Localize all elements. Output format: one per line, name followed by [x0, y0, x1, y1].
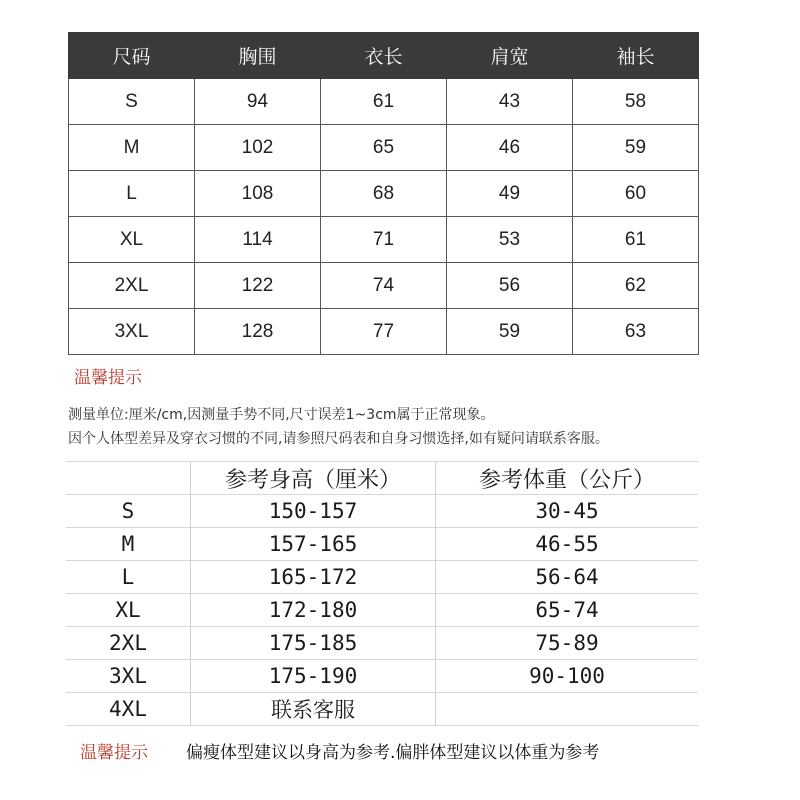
table-row [69, 217, 699, 263]
cell-chest: 108 [195, 171, 321, 217]
table-row [66, 528, 698, 561]
cell-height: 172-180 [191, 594, 436, 627]
table-row [66, 561, 698, 594]
cell-size: L [69, 171, 195, 217]
table-row [69, 125, 699, 171]
bottom-tip-text: 偏瘦体型建议以身高为参考.偏胖体型建议以体重为参考 [186, 743, 600, 763]
cell-size: L [66, 561, 191, 594]
cell-height: 150-157 [191, 495, 436, 528]
cell-chest: 128 [195, 309, 321, 355]
header-length: 衣长 [321, 33, 447, 79]
table-row [69, 171, 699, 217]
cell-size: M [66, 528, 191, 561]
reference-table [66, 461, 698, 726]
cell-length: 61 [321, 79, 447, 125]
cell-chest: 122 [195, 263, 321, 309]
reference-table-wrapper [66, 461, 696, 722]
cell-length: 74 [321, 263, 447, 309]
header-chest: 胸围 [195, 33, 321, 79]
cell-weight [436, 693, 699, 726]
cell-size: 2XL [66, 627, 191, 660]
cell-size: 3XL [69, 309, 195, 355]
cell-size: M [69, 125, 195, 171]
table-row [69, 79, 699, 125]
selection-note: 因个人体型差异及穿衣习惯的不同,请参照尺码表和自身习惯选择,如有疑问请联系客服。 [68, 431, 609, 447]
cell-height: 175-185 [191, 627, 436, 660]
table-row [69, 309, 699, 355]
cell-weight: 75-89 [535, 631, 599, 655]
table-row [66, 594, 698, 627]
cell-length: 68 [321, 171, 447, 217]
header-shoulder: 肩宽 [447, 33, 573, 79]
header-size: 尺码 [69, 33, 195, 79]
cell-height: 157-165 [191, 528, 436, 561]
cell-weight: 30-45 [535, 499, 599, 523]
cell-weight: 46-55 [535, 532, 599, 556]
cell-chest: 94 [195, 79, 321, 125]
table-row [66, 693, 698, 726]
cell-shoulder: 49 [447, 171, 573, 217]
cell-weight: 90-100 [529, 664, 605, 688]
cell-size: 4XL [66, 693, 191, 726]
table-row [66, 627, 698, 660]
bottom-tip-title: 温馨提示 [80, 743, 148, 763]
cell-chest: 102 [195, 125, 321, 171]
measurement-note: 测量单位:厘米/cm,因测量手势不同,尺寸误差1~3cm属于正常现象。 [68, 407, 495, 423]
cell-length: 65 [321, 125, 447, 171]
table-row [69, 263, 699, 309]
cell-sleeve: 61 [573, 217, 699, 263]
cell-shoulder: 46 [447, 125, 573, 171]
size-chart-table [68, 32, 699, 355]
cell-height: 175-190 [191, 660, 436, 693]
cell-shoulder: 59 [447, 309, 573, 355]
cell-size: XL [66, 594, 191, 627]
cell-shoulder: 43 [447, 79, 573, 125]
cell-size: XL [69, 217, 195, 263]
cell-weight: 56-64 [535, 565, 599, 589]
cell-weight: 65-74 [535, 598, 599, 622]
cell-length: 77 [321, 309, 447, 355]
cell-sleeve: 59 [573, 125, 699, 171]
header-sleeve: 袖长 [573, 33, 699, 79]
cell-sleeve: 63 [573, 309, 699, 355]
cell-size: 3XL [66, 660, 191, 693]
table-row [66, 660, 698, 693]
cell-sleeve: 58 [573, 79, 699, 125]
cell-size: 2XL [69, 263, 195, 309]
header-blank [66, 462, 191, 495]
cell-sleeve: 62 [573, 263, 699, 309]
tip-title: 温馨提示 [74, 368, 142, 388]
header-weight: 参考体重（公斤） [478, 467, 655, 493]
cell-chest: 114 [195, 217, 321, 263]
cell-height: 165-172 [191, 561, 436, 594]
reference-header-row [66, 462, 698, 495]
cell-sleeve: 60 [573, 171, 699, 217]
size-chart-header-row [69, 33, 699, 79]
header-height: 参考身高（厘米） [191, 462, 436, 495]
table-row [66, 495, 698, 528]
cell-shoulder: 56 [447, 263, 573, 309]
cell-size: S [66, 495, 191, 528]
cell-length: 71 [321, 217, 447, 263]
cell-size: S [69, 79, 195, 125]
cell-shoulder: 53 [447, 217, 573, 263]
cell-height: 联系客服 [191, 693, 436, 726]
